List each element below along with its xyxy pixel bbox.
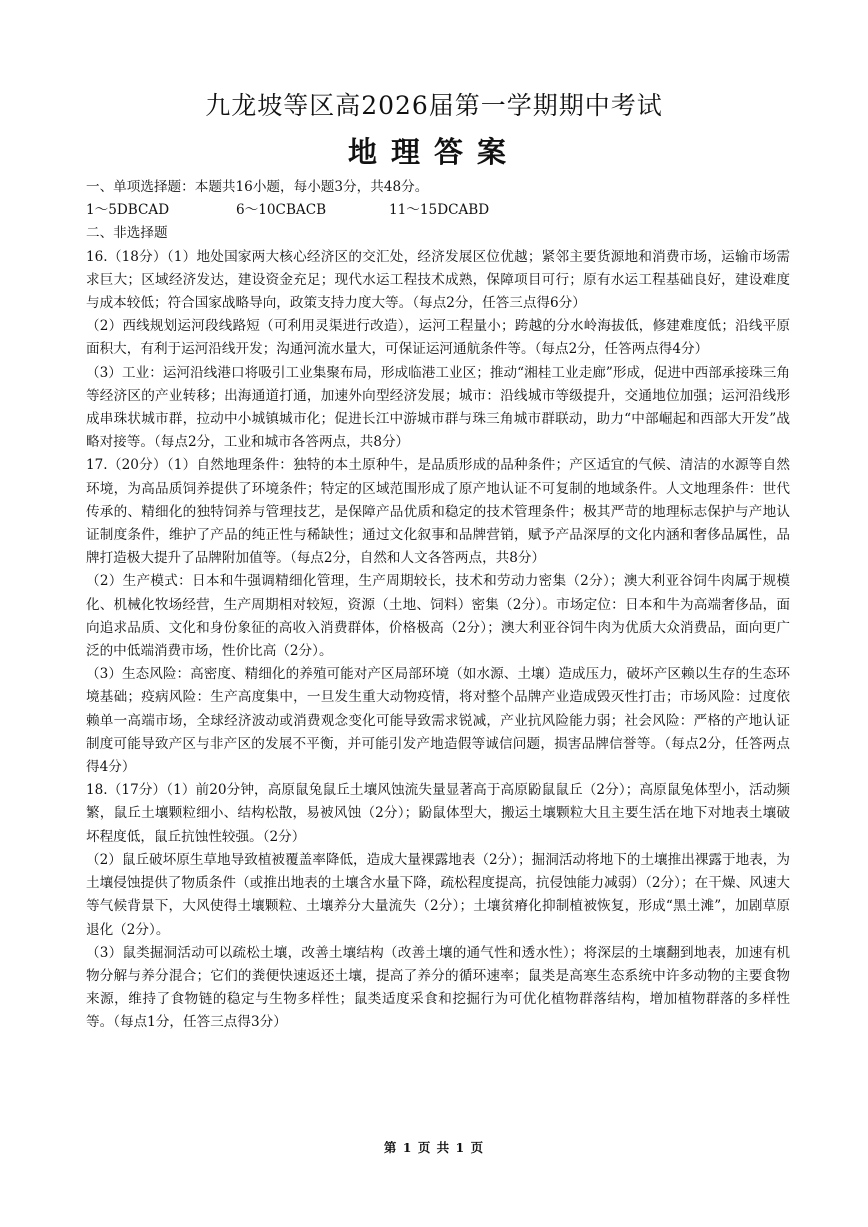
q16-part1: 16.（18分）（1）地处国家两大核心经济区的交汇处，经济发展区位优越；紧邻主要货源地和消费市场，运输市场需求巨大；区域经济发达，建设资金充足；现代水运工程技术成熟，保障项目可行；原有水运工程基础良好，建设难度与成本较低；符合国家战略导向，政策支持力度大等。（每点2分，任答三点得6分）: [86, 248, 790, 312]
q17-part1: 17.（20分）（1）自然地理条件：独特的本土原种牛，是品质形成的品种条件；产区适宜的气候、清洁的水源等自然环境，为高品质饲养提供了环境条件；特定的区域范围形成了原产地认证不可复制的地域条件。人文地理条件：世代传承的、精细化的独特饲养与管理技艺，是保障产品优质和稳定的技术管理条件；极其严苛的地理标志保护与产地认证制度条件，维护了产品的纯正性与稀缺性；通过文化叙事和品牌营销，赋予产品深厚的文化内涵和奢侈品属性，品牌打造极大提升了品牌附加值等。（每点2分，自然和人文各答两点，共8分）: [86, 457, 790, 567]
choice-answers-row: [86, 199, 790, 222]
section2-heading: 二、非选择题: [86, 225, 168, 242]
page-number: 第 1 页 共 1 页: [383, 1140, 485, 1155]
exam-title: 九龙坡等区高2026届第一学期期中考试: [205, 91, 663, 120]
q17-part2: （2）生产模式：日本和牛强调精细化管理，生产周期较长，技术和劳动力密集（2分）；澳大利亚谷饲牛肉属于规模化、机械化牧场经营，生产周期相对较短，资源（土地、饲料）密集（2分）。市场定位：日本和牛为高端奢侈品，面向追求品质、文化和身份象征的高收入消费群体，价格极高（2分）；澳大利亚谷饲牛肉为优质大众消费品，面向更广泛的中低端消费市场，性价比高（2分）。: [86, 573, 790, 660]
q18-part1: 18.（17分）（1）前20分钟，高原鼠兔鼠丘土壤风蚀流失量显著高于高原鼢鼠鼠丘（2分）；高原鼠兔体型小，活动频繁，鼠丘土壤颗粒细小、结构松散，易被风蚀（2分）；鼢鼠体型大，搬运土壤颗粒大且主要生活在地下对地表土壤破坏程度低，鼠丘抗蚀性较强。（2分）: [86, 782, 790, 845]
answer-content: [86, 176, 790, 1035]
q17-part3: （3）生态风险：高密度、精细化的养殖可能对产区局部环境（如水源、土壤）造成压力，破坏产区赖以生存的生态环境基础；疫病风险：生产高度集中，一旦发生重大动物疫情，将对整个品牌产业造成毁灭性打击；市场风险：过度依赖单一高端市场，全球经济波动或消费观念变化可能导致需求锐减，产业抗风险能力弱；社会风险：严格的产地认证制度可能导致产区与非产区的发展不平衡，并可能引发产地造假等诚信问题，损害品牌信誉等。（每点2分，任答两点得4分）: [86, 666, 790, 776]
choice-answers-11-15: 11～15DCABD: [389, 202, 490, 219]
q16-part3: （3）工业：运河沿线港口将吸引工业集聚布局，形成临港工业区；推动“湘桂工业走廊”形成，促进中西部承接珠三角等经济区的产业转移；出海通道打通，加速外向型经济发展；城市：沿线城市等级提升，交通地位加强；运河沿线形成串珠状城市群，拉动中小城镇城市化；促进长江中游城市群与珠三角城市群联动，助力“中部崛起和西部大开发”战略对接等。（每点2分，工业和城市各答两点，共8分）: [86, 364, 790, 451]
choice-answers-6-10: 6～10CBACB: [236, 202, 327, 219]
choice-answers-1-5: 1～5DBCAD: [86, 202, 170, 219]
exam-subtitle: 地理答案: [347, 135, 520, 169]
section1-heading: 一、单项选择题：本题共16小题，每小题3分，共48分。: [86, 179, 429, 195]
q18-part3: （3）鼠类掘洞活动可以疏松土壤，改善土壤结构（改善土壤的通气性和透水性）；将深层的土壤翻到地表，加速有机物分解与养分混合；它们的粪便快速返还土壤，提高了养分的循环速率；鼠类是高寒生态系统中许多动物的主要食物来源，维持了食物链的稳定与生物多样性；鼠类适度采食和挖掘行为可优化植物群落结构，增加植物群落的多样性等。（每点1分，任答三点得3分）: [86, 944, 790, 1031]
q18-part2: （2）鼠丘破坏原生草地导致植被覆盖率降低，造成大量裸露地表（2分）；掘洞活动将地下的土壤推出裸露于地表，为土壤侵蚀提供了物质条件（或推出地表的土壤含水量下降，疏松程度提高，抗侵蚀能力减弱）（2分）；在干燥、风速大等气候背景下，大风使得土壤颗粒、土壤养分大量流失（2分）；土壤贫瘠化抑制植被恢复，形成“黑土滩”，加剧草原退化（2分）。: [86, 851, 790, 938]
q16-part2: （2）西线规划运河段线路短（可利用灵渠进行改造），运河工程量小；跨越的分水岭海拔低，修建难度低；沿线平原面积大，有利于运河沿线开发；沟通河流水量大，可保证运河通航条件等。（每点2分，任答两点得4分）: [86, 318, 790, 358]
